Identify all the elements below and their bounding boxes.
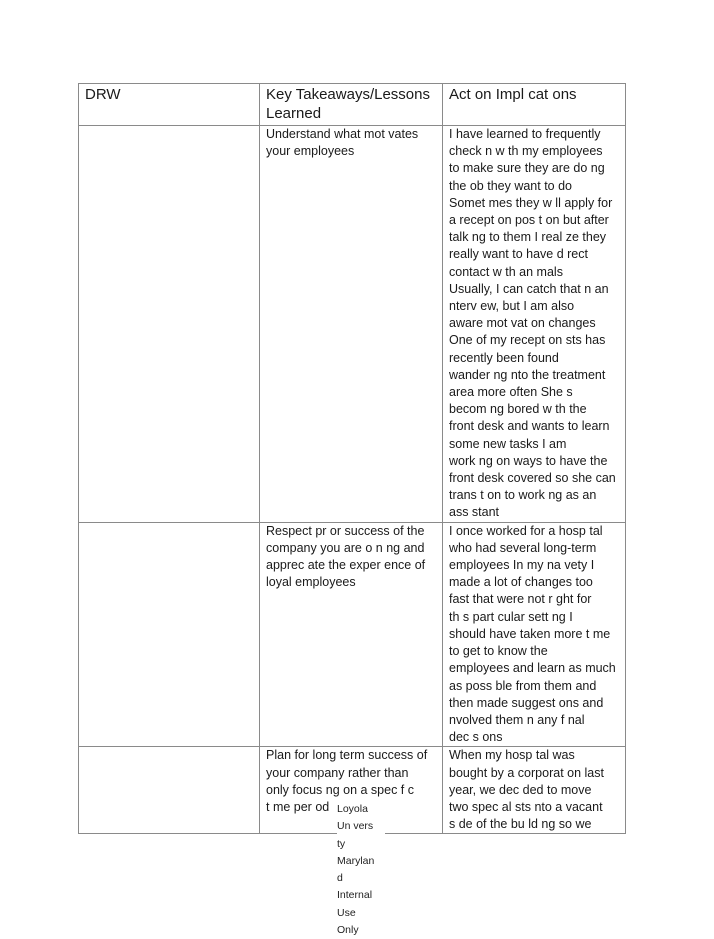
text-line: trans t on to work ng as an <box>449 488 597 503</box>
text-line: d <box>337 872 343 885</box>
text-line: to make sure they are do ng <box>449 161 605 176</box>
text-line: the ob they want to do <box>449 178 573 193</box>
text-line: only focus ng on a spec f c <box>266 782 415 797</box>
table-header-row <box>79 84 626 126</box>
action-cell <box>443 522 626 747</box>
text-line: Respect pr or success of the <box>266 523 425 538</box>
text-line: Understand what mot vates <box>266 127 419 141</box>
text-line: Un vers <box>337 820 374 833</box>
text-line: your company rather than <box>266 765 409 780</box>
header-key-takeaways <box>260 84 443 126</box>
text-line: ass stant <box>449 505 500 520</box>
drw-cell <box>79 126 260 523</box>
text-line: recently been found <box>449 350 559 365</box>
text-line: area more often She s <box>449 385 573 400</box>
text-line: talk ng to them I real ze they <box>449 230 607 245</box>
text-line: fast that were not r ght for <box>449 592 592 607</box>
text-line: some new tasks I am <box>449 436 567 451</box>
takeaways-table <box>78 83 626 834</box>
table-row <box>79 522 626 747</box>
action-cell <box>443 126 626 523</box>
text-line: really want to have d rect <box>449 247 588 262</box>
text-line: loyal employees <box>266 575 356 590</box>
text-line: ty <box>337 837 346 850</box>
text-line: dec s ons <box>449 730 503 745</box>
text-line: as poss ble from them and <box>449 678 597 693</box>
text-line: I once worked for a hosp tal <box>449 523 603 538</box>
text-line: should have taken more t me <box>449 626 611 641</box>
text-line: who had several long-term <box>449 540 597 555</box>
header-key-takeaways-line: Learned <box>266 105 322 122</box>
text-line: contact w th an mals <box>449 264 563 279</box>
text-line: year, we dec ded to move <box>449 782 592 797</box>
text-line: front desk and wants to learn <box>449 419 610 434</box>
text-line: employees In my na vety I <box>449 558 595 573</box>
text-line: Plan for long term success of <box>266 748 428 763</box>
text-line: nterv ew, but I am also <box>449 299 575 314</box>
text-line: made a lot of changes too <box>449 575 593 590</box>
text-line: check n w th my employees <box>449 144 603 159</box>
text-line: then made suggest ons and <box>449 695 604 710</box>
text-line: Use <box>337 906 356 919</box>
text-line: your employees <box>266 144 355 159</box>
header-action-implications-text: Act on Impl cat ons <box>449 86 577 103</box>
table-row <box>79 126 626 523</box>
text-line: Usually, I can catch that n an <box>449 281 609 296</box>
text-line: company you are o n ng and <box>266 540 425 555</box>
text-line: to get to know the <box>449 644 548 659</box>
header-drw-text: DRW <box>85 86 121 103</box>
header-key-takeaways-line: Key Takeaways/Lessons <box>266 86 430 103</box>
header-drw <box>79 84 260 126</box>
drw-cell <box>79 522 260 747</box>
text-line: nvolved them n any f nal <box>449 712 585 727</box>
text-line: work ng on ways to have the <box>449 453 608 468</box>
text-line: Somet mes they w ll apply for <box>449 195 613 210</box>
takeaway-cell <box>260 522 443 747</box>
text-line: aware mot vat on changes <box>449 316 596 331</box>
text-line: bought by a corporat on last <box>449 765 604 780</box>
header-action-implications <box>443 84 626 126</box>
text-line: s de of the bu ld ng so we <box>449 817 592 832</box>
text-line: wander ng nto the treatment <box>449 367 606 382</box>
text-line: One of my recept on sts has <box>449 333 606 348</box>
takeaway-cell <box>260 126 443 523</box>
text-line: becom ng bored w th the <box>449 402 587 417</box>
text-line: th s part cular sett ng I <box>449 609 573 624</box>
text-line: t me per od <box>266 799 330 814</box>
action-cell <box>443 747 626 834</box>
text-line: Marylan <box>337 854 375 867</box>
text-line: I have learned to frequently <box>449 127 601 141</box>
text-line: Internal <box>337 889 373 902</box>
text-line: When my hosp tal was <box>449 748 575 763</box>
text-line: apprec ate the exper ence of <box>266 558 426 573</box>
text-line: employees and learn as much <box>449 661 616 676</box>
text-line: front desk covered so she can <box>449 471 616 486</box>
text-line: a recept on pos t on but after <box>449 213 609 228</box>
text-line: Only <box>337 924 359 937</box>
text-line: two spec al sts nto a vacant <box>449 799 603 814</box>
drw-cell <box>79 747 260 834</box>
text-line: Loyola <box>337 803 368 815</box>
internal-use-watermark <box>337 801 385 939</box>
